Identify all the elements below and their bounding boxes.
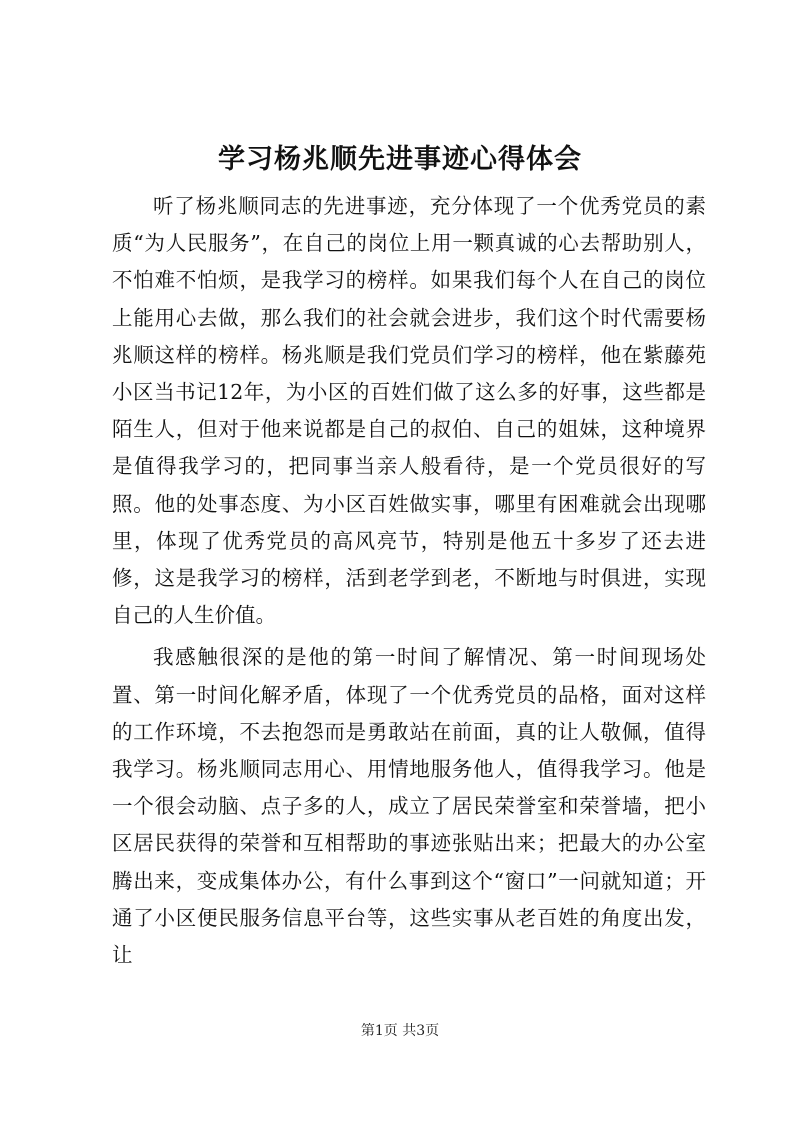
document-body [112,188,706,974]
document-title: 学习杨兆顺先进事迹心得体会 [218,144,582,175]
page-number-footer: 第1页 共3页 [360,1023,440,1039]
paragraph-2: 我感触很深的是他的第一时间了解情况、第一时间现场处置、第一时间化解矛盾，体现了一个优秀党员的品格，面对这样的工作环境，不去抱怨而是勇敢站在前面，真的让人敬佩，值得我学习。杨兆顺同志用心、用情地服务他人，值得我学习。他是一个很会动脑、点子多的人，成立了居民荣誉室和荣誉墙，把小区居民获得的荣誉和互相帮助的事迹张贴出来；把最大的办公室腾出来，变成集体办公，有什么事到这个“窗口”一问就知道；开通了小区便民服务信息平台等，这些实事从老百姓的角度出发，让 [112,645,706,968]
paragraph-1: 听了杨兆顺同志的先进事迹，充分体现了一个优秀党员的素质“为人民服务”，在自己的岗位上用一颗真诚的心去帮助别人，不怕难不怕烦，是我学习的榜样。如果我们每个人在自己的岗位上能用心去做，那么我们的社会就会进步，我们这个时代需要杨兆顺这样的榜样。杨兆顺是我们党员们学习的榜样，他在紫藤苑小区当书记12年，为小区的百姓们做了这么多的好事，这些都是陌生人，但对于他来说都是自己的叔伯、自己的姐妹，这种境界是值得我学习的，把同事当亲人般看待，是一个党员很好的写照。他的处事态度、为小区百姓做实事，哪里有困难就会出现哪里，体现了优秀党员的高风亮节，特别是他五十多岁了还去进修，这是我学习的榜样，活到老学到老，不断地与时俱进，实现自己的人生价值。 [112,194,706,628]
